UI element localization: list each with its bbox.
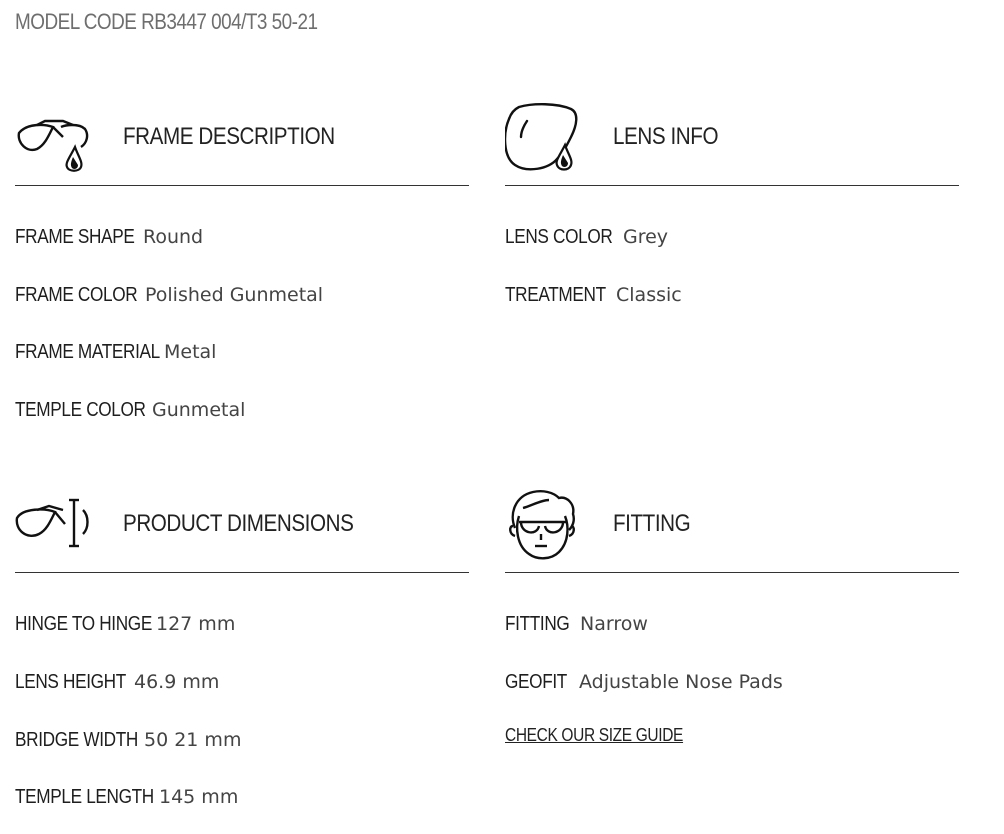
row-label: TEMPLE LENGTH (15, 786, 154, 808)
lens-drop-icon (505, 103, 581, 180)
row-value: 50 21 mm (144, 729, 242, 751)
row-label: TREATMENT (505, 284, 606, 306)
row-value: 145 mm (159, 786, 239, 808)
face-glasses-icon (505, 490, 581, 567)
row-value: Gunmetal (152, 399, 246, 421)
sunglasses-drop-icon (15, 103, 91, 180)
fitting-row (505, 613, 648, 643)
bridge-width-row (15, 729, 241, 759)
geofit-row (505, 671, 783, 701)
frame-color-row (15, 284, 323, 314)
row-label: BRIDGE WIDTH (15, 729, 138, 751)
lens-height-row (15, 671, 219, 701)
row-label: FRAME SHAPE (15, 226, 135, 248)
row-label: TEMPLE COLOR (15, 399, 146, 421)
temple-color-row (15, 399, 245, 429)
product-dimensions-title: PRODUCT DIMENSIONS (123, 510, 354, 537)
row-value: Adjustable Nose Pads (579, 671, 783, 693)
frame-description-section (15, 103, 469, 421)
lens-info-title: LENS INFO (613, 123, 719, 150)
row-label: HINGE TO HINGE (15, 613, 152, 635)
row-label: LENS HEIGHT (15, 671, 126, 693)
row-value: 127 mm (156, 613, 236, 635)
row-label: GEOFIT (505, 671, 567, 693)
treatment-row (505, 284, 682, 314)
row-value: Classic (616, 284, 682, 306)
fitting-header (505, 490, 959, 573)
frame-shape-row (15, 226, 203, 256)
glasses-measure-icon (15, 490, 91, 567)
temple-length-row (15, 786, 238, 816)
fitting-section (505, 490, 959, 745)
product-dimensions-section (15, 490, 469, 808)
row-value: 46.9 mm (134, 671, 220, 693)
model-code: MODEL CODE RB3447 004/T3 50-21 (15, 9, 318, 34)
frame-material-row (15, 341, 216, 371)
row-label: FRAME COLOR (15, 284, 138, 306)
lens-info-header (505, 103, 959, 186)
row-value: Round (143, 226, 204, 248)
lens-info-section (505, 103, 959, 306)
fitting-title: FITTING (613, 510, 691, 537)
size-guide-link[interactable]: CHECK OUR SIZE GUIDE (505, 725, 684, 745)
row-value: Grey (623, 226, 669, 248)
row-value: Narrow (580, 613, 648, 635)
product-dimensions-header (15, 490, 469, 573)
row-label: LENS COLOR (505, 226, 613, 248)
row-value: Metal (164, 341, 217, 363)
row-label: FRAME MATERIAL (15, 341, 160, 363)
hinge-to-hinge-row (15, 613, 235, 643)
frame-description-title: FRAME DESCRIPTION (123, 123, 335, 150)
row-value: Polished Gunmetal (145, 284, 324, 306)
frame-description-header (15, 103, 469, 186)
row-label: FITTING (505, 613, 570, 635)
lens-color-row (505, 226, 668, 256)
